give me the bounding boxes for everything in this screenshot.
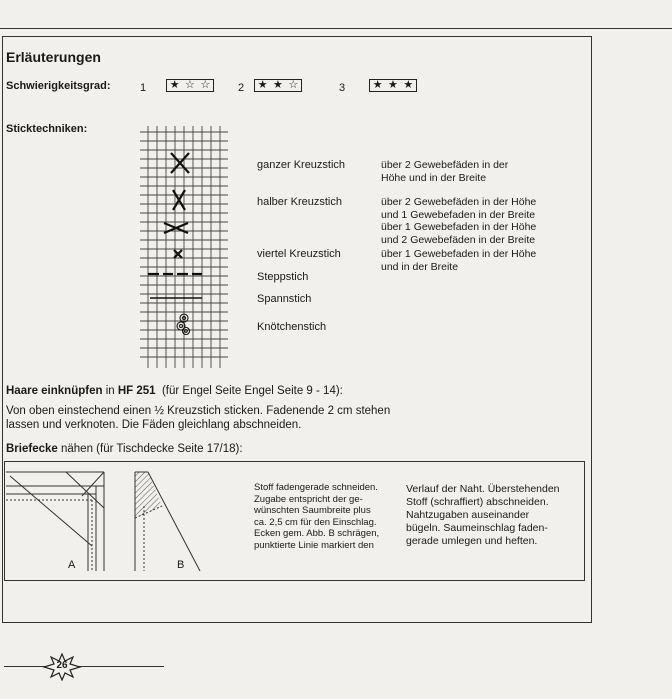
stitch-name-5: Spannstich xyxy=(257,293,312,305)
star-icon: ★ xyxy=(403,79,414,91)
letter-text-left: Stoff fadengerade schneiden. Zugabe entspricht der ge- wünschten Saumbreite plus ca. 2,5 cm für den Einschlag. Ecken gem. Abb. B schrägen, punktierte Linie markiert den xyxy=(254,482,380,551)
letter-heading-rest: nähen (für Tischdecke Seite 17/18): xyxy=(57,443,243,455)
letter-corner-diagram-b xyxy=(128,466,212,574)
star-icon: ★ xyxy=(273,79,283,91)
stitch-desc-1: über 2 Gewebefäden in der Höhe und in der Breite xyxy=(381,159,509,184)
star-icon: ★ xyxy=(169,79,180,91)
stitch-name-2: halber Kreuzstich xyxy=(257,196,342,208)
stitch-name-3: viertel Kreuzstich xyxy=(257,248,341,260)
star-icon: ★ xyxy=(372,79,383,91)
page-number: 26 xyxy=(56,660,68,671)
difficulty-number-1: 1 xyxy=(140,82,147,94)
top-rule xyxy=(0,28,672,29)
letter-heading-bold: Briefecke xyxy=(6,443,58,455)
star-icon: ☆ xyxy=(200,79,211,91)
difficulty-stars-1 xyxy=(166,79,214,92)
hair-heading-in: in xyxy=(102,385,118,397)
difficulty-stars-3 xyxy=(369,79,417,92)
star-icon: ★ xyxy=(388,79,398,91)
stitch-name-1: ganzer Kreuzstich xyxy=(257,159,346,171)
footer-rule xyxy=(4,666,164,667)
difficulty-number-3: 3 xyxy=(339,82,346,94)
difficulty-number-2: 2 xyxy=(238,82,245,94)
stitch-name-6: Knötchenstich xyxy=(257,321,327,333)
stitch-desc-2: über 2 Gewebefäden in der Höhe und 1 Gewebefaden in der Breite über 1 Gewebefaden in der Höhe und 2 Gewebefäden in der Breite xyxy=(381,196,537,246)
letter-text-right: Verlauf der Naht. Überstehenden Stoff (schraffiert) abschneiden. Nahtzugaben auseinander bügeln. Saumeinschlag faden- gerade umlegen und heften. xyxy=(406,483,560,547)
star-icon: ★ xyxy=(257,79,268,91)
page-heading: Erläuterungen xyxy=(6,49,101,65)
hair-heading-rest: (für Engel Seite Engel Seite 9 - 14): xyxy=(155,385,343,397)
stitch-name-4: Steppstich xyxy=(257,271,309,283)
figure-label-a: A xyxy=(68,559,76,571)
hair-heading xyxy=(6,385,343,398)
hair-heading-bold: Haare einknüpfen xyxy=(6,385,103,397)
letter-heading xyxy=(6,443,243,456)
figure-label-b: B xyxy=(177,559,185,571)
techniques-label: Sticktechniken: xyxy=(6,123,88,135)
difficulty-stars-2 xyxy=(254,79,302,92)
difficulty-label: Schwierigkeitsgrad: xyxy=(6,80,111,92)
stitch-desc-3: über 1 Gewebefaden in der Höhe und in der Breite xyxy=(381,248,537,273)
hair-heading-code: HF 251 xyxy=(117,385,156,397)
stitch-grid-diagram xyxy=(140,126,230,368)
hair-body: Von oben einstechend einen ½ Kreuzstich sticken. Fadenende 2 cm stehen lassen und verknoten. Die Fäden gleichlang abschneiden. xyxy=(6,405,391,431)
letter-corner-diagram-a xyxy=(6,466,110,574)
star-icon: ☆ xyxy=(288,79,299,91)
star-icon: ☆ xyxy=(185,79,195,91)
